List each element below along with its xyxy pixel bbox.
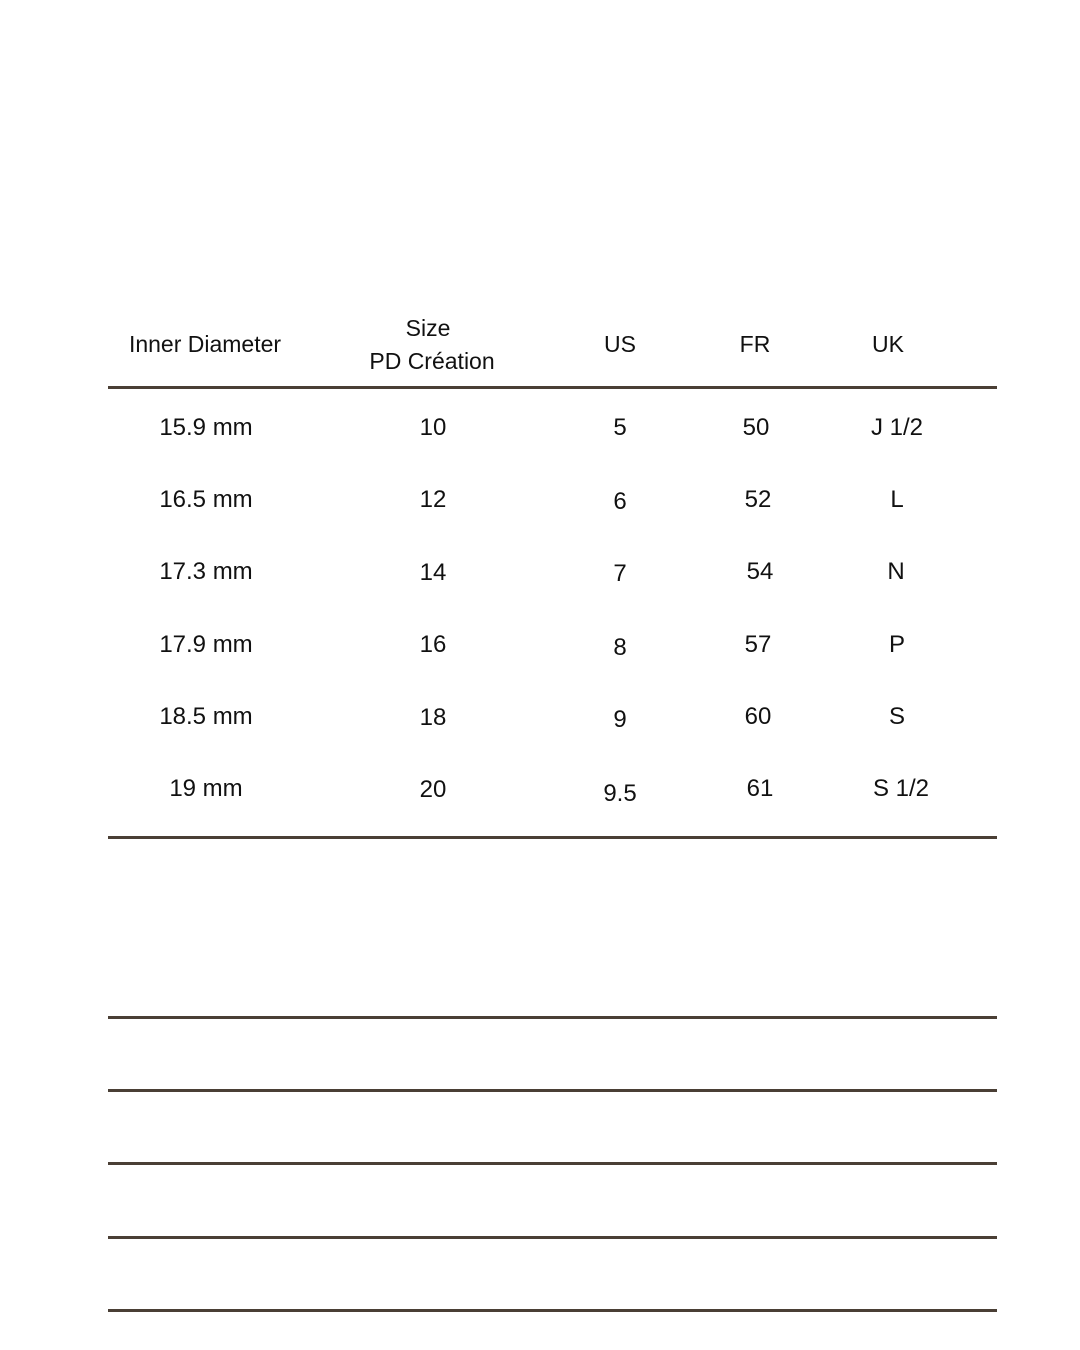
cell-us: 8: [613, 634, 627, 661]
header-us: US: [604, 331, 636, 357]
header-divider: [108, 386, 997, 389]
cell-uk: L: [890, 486, 904, 513]
cell-us: 9: [613, 706, 627, 733]
header-fr: FR: [739, 331, 771, 357]
cell-size-pd: 12: [419, 486, 447, 513]
cell-fr: 57: [744, 631, 772, 658]
cell-fr: 52: [744, 486, 772, 513]
cell-fr: 61: [746, 775, 774, 802]
cell-uk: S: [888, 703, 905, 730]
header-uk: UK: [872, 331, 904, 357]
ruled-line: [108, 1236, 997, 1239]
cell-fr: 60: [744, 703, 772, 730]
cell-size-pd: 14: [419, 559, 447, 586]
cell-inner-diameter: 17.3 mm: [159, 558, 253, 585]
cell-uk: N: [887, 558, 905, 585]
ruled-line: [108, 1162, 997, 1165]
cell-fr: 54: [746, 558, 774, 585]
cell-inner-diameter: 15.9 mm: [159, 414, 253, 441]
cell-size-pd: 10: [419, 414, 447, 441]
cell-us: 7: [613, 560, 627, 587]
cell-fr: 50: [742, 414, 770, 441]
cell-us: 6: [613, 488, 627, 515]
cell-inner-diameter: 18.5 mm: [159, 703, 253, 730]
cell-uk: J 1/2: [870, 414, 924, 441]
header-size-line2: PD Création: [369, 348, 495, 374]
ruled-line: [108, 1089, 997, 1092]
cell-us: 9.5: [603, 780, 637, 807]
table-bottom-rule: [108, 836, 997, 839]
cell-us: 5: [613, 414, 627, 441]
ruled-line: [108, 1309, 997, 1312]
cell-uk: S 1/2: [872, 775, 930, 802]
cell-size-pd: 20: [419, 776, 447, 803]
cell-size-pd: 16: [419, 631, 447, 658]
ruled-line: [108, 1016, 997, 1019]
header-size-line1: Size: [405, 315, 451, 341]
cell-uk: P: [888, 631, 905, 658]
header-inner-diameter: Inner Diameter: [128, 331, 282, 357]
cell-inner-diameter: 16.5 mm: [159, 486, 253, 513]
cell-inner-diameter: 19 mm: [169, 775, 243, 802]
cell-size-pd: 18: [419, 704, 447, 731]
cell-inner-diameter: 17.9 mm: [159, 631, 253, 658]
